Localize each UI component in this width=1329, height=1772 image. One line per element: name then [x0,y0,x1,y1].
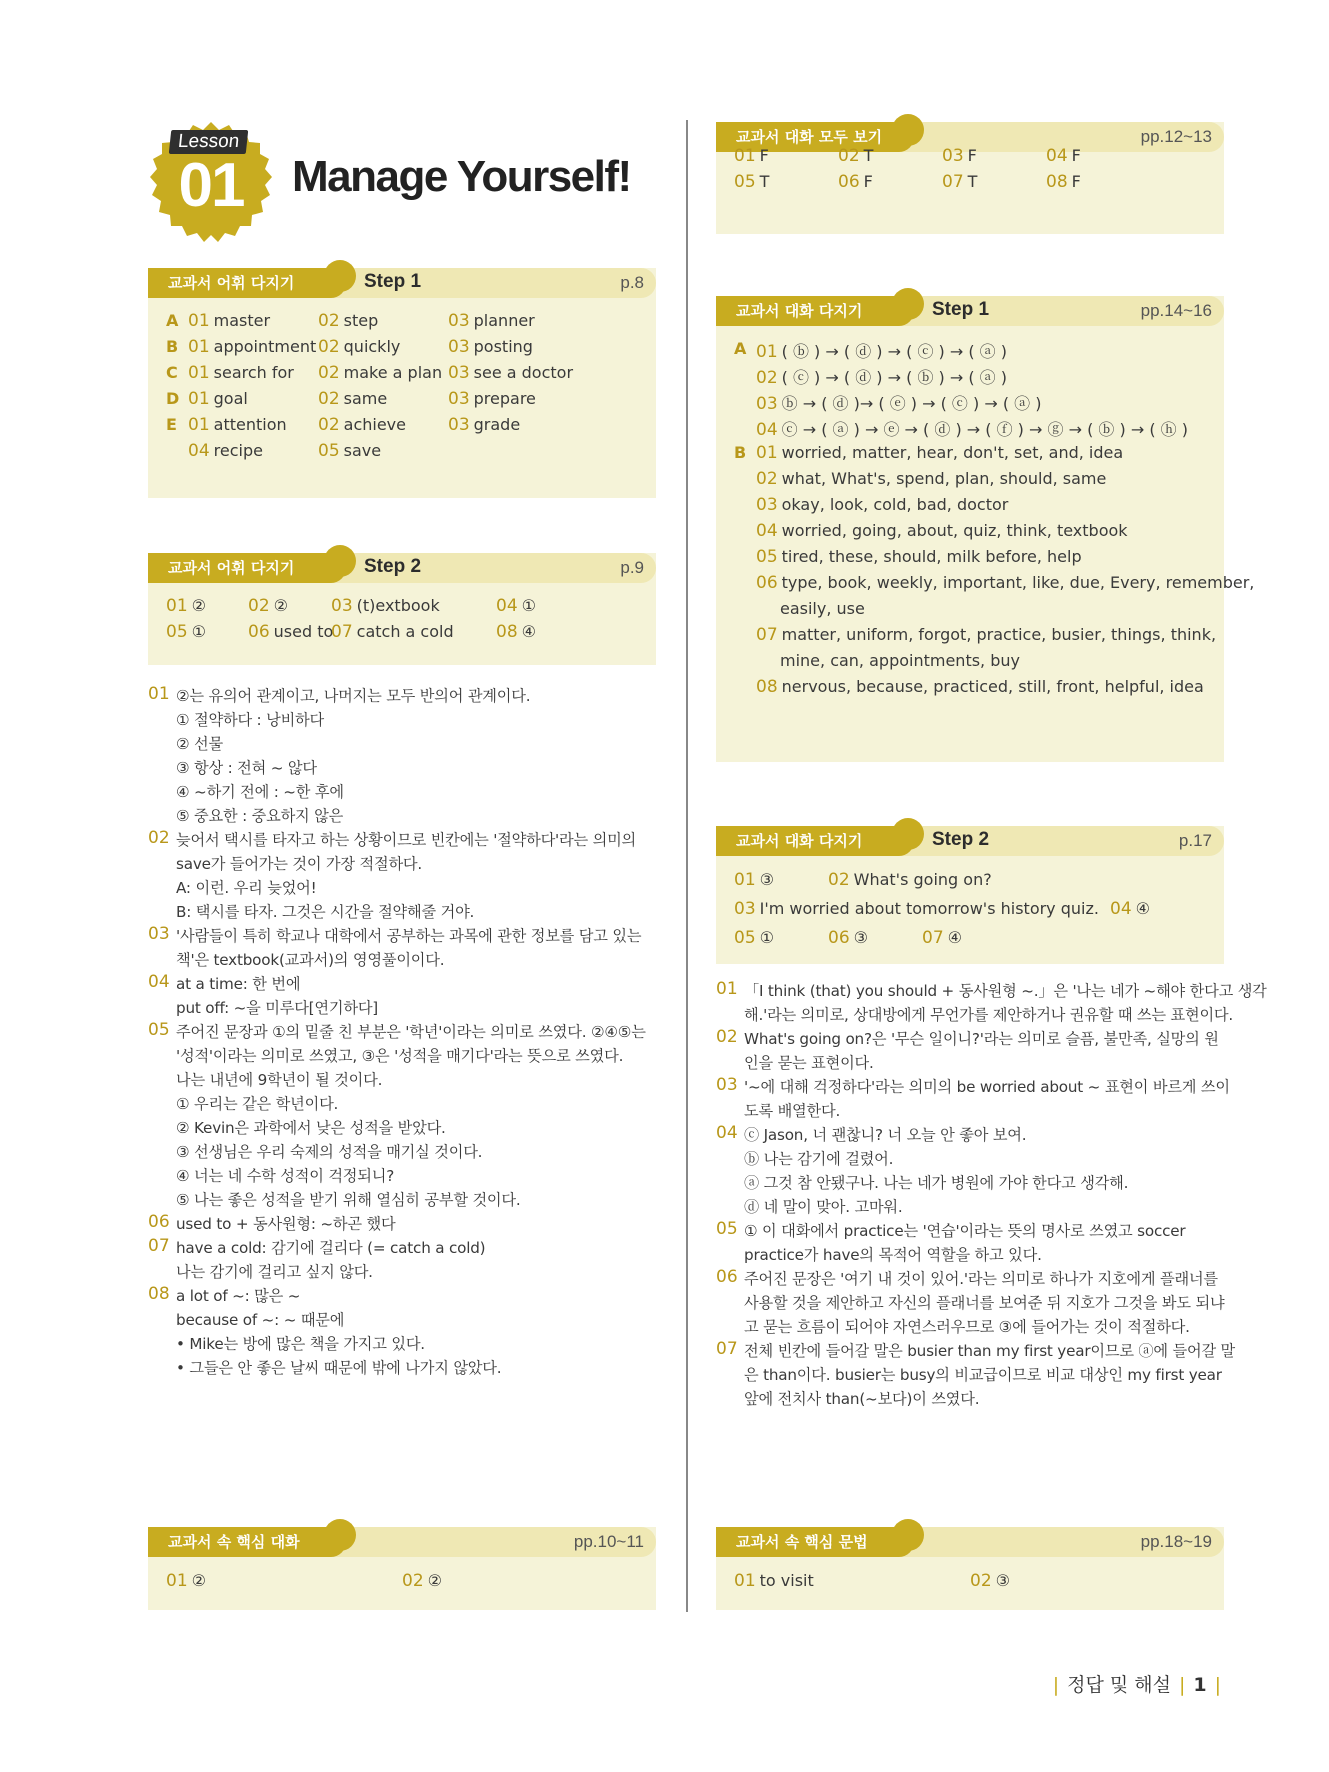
row-letter: B [734,443,747,462]
item-number: 02 [318,337,340,357]
explanation-line: • Mike는 방에 많은 책을 가지고 있다. [176,1335,425,1353]
answer-item: 07 ④ [922,928,962,948]
answer-item [188,441,263,461]
lesson-tag: Lesson [169,130,249,154]
item-number: 02 [318,311,340,331]
answer-item [188,311,270,331]
explanation-line: 늦어서 택시를 타자고 하는 상황이므로 빈칸에는 '절약하다'라는 의미의 [176,831,637,849]
row-letter: A [734,339,747,358]
explanation-line: ④ 너는 네 수학 성적이 걱정되니? [176,1167,395,1185]
answer-item: 05 ① [734,928,774,948]
item-number: 01 [188,363,210,383]
explanation-number: 01 [716,979,738,999]
item-answer: grade [473,415,521,434]
answer-item [776,651,1020,671]
item-answer: nervous, because, practiced, still, front, helpful, idea [781,677,1204,696]
section-label: 교과서 어휘 다지기 [168,559,295,577]
item-answer: achieve [343,415,406,434]
answer-item [1046,172,1081,192]
answer-item [838,172,873,192]
answer-item [166,596,206,616]
explanation-line: ②는 유의어 관계이고, 나머지는 모두 반의어 관계이다. [176,687,531,705]
answer-item [318,363,442,383]
item-answer: T [967,172,978,191]
dialog-all-box [716,122,1224,234]
item-number: 03 [448,337,470,357]
item-number: 03 [448,311,470,331]
page-ref: p.17 [1178,831,1212,850]
explanation-line: '성적'이라는 의미로 쓰였고, ③은 '성적을 매기다'라는 뜻으로 쓰였다. [176,1047,624,1065]
answer-item: 04 ④ [1110,899,1150,919]
section-header [148,1527,656,1557]
item-answer: attention [213,415,287,434]
explanation-line: ① 우리는 같은 학년이다. [176,1095,339,1113]
item-answer: T [863,146,874,165]
answer-item [756,573,1254,593]
answer-item [318,441,381,461]
answer-item [318,415,406,435]
answer-item: 02 What's going on? [828,870,992,890]
page-ref: p.8 [620,273,644,292]
explanation-line: '~에 대해 걱정하다'라는 의미의 be worried about ~ 표현이 바르게 쓰이 [744,1078,1230,1096]
item-number: 08 [756,677,778,697]
core-dialog-box [148,1527,656,1610]
answer-item [776,599,865,619]
explanation-number: 06 [148,1212,170,1232]
answer-item [318,389,387,409]
explanation-line: practice가 have의 목적어 역할을 하고 있다. [744,1246,1042,1264]
item-answer: make a plan [343,363,443,382]
page-number: 1 [1193,1674,1207,1696]
page-ref: pp.12~13 [1140,127,1212,146]
right-explanations [716,979,1267,1480]
item-number: 03 [756,394,778,414]
item-answer: mine, can, appointments, buy [780,651,1020,670]
item-number: 06 [756,573,778,593]
explanation-line: ⓐ 그것 참 안됐구나. 나는 네가 병원에 가야 한다고 생각해. [744,1174,1129,1192]
page-ref: pp.10~11 [573,1532,644,1551]
answer-item: 01 ② [166,1571,206,1591]
row-letter: A [166,311,179,330]
answer-item [942,172,977,192]
item-answer: okay, look, cold, bad, doctor [781,495,1009,514]
item-answer: recipe [213,441,263,460]
row-letter: C [166,363,178,382]
item-number: 01 [188,311,210,331]
item-number: 02 [318,389,340,409]
item-answer: worried, going, about, quiz, think, textbook [781,521,1128,540]
item-answer: used to [273,622,334,641]
explanation-line: 고 묻는 흐름이 되어야 자연스러우므로 ③에 들어가는 것이 적절하다. [744,1318,1190,1336]
explanation-line: ④ ~하기 전에 : ~한 후에 [176,783,344,801]
explanation-line: 해.'라는 의미로, 상대방에게 무언가를 제안하거나 권유할 때 쓰는 표현이다. [744,1006,1234,1024]
answer-item [331,622,454,642]
answer-item [188,415,287,435]
item-number: 04 [756,521,778,541]
item-number: 01 [756,342,778,362]
answer-item [331,596,440,616]
item-number: 08 [1046,172,1068,192]
item-answer: F [967,146,977,165]
explanation-line: 은 than이다. busier는 busy의 비교급이므로 비교 대상인 my first year [744,1366,1222,1384]
item-number: 04 [496,596,518,616]
section-header [148,553,656,583]
dialog-step1-box [716,296,1255,762]
item-number: 01 [188,337,210,357]
item-answer: ④ [521,622,536,641]
explanation-line: ⑤ 중요한 : 중요하지 않은 [176,807,344,825]
item-number: 07 [756,625,778,645]
page-ref: pp.18~19 [1140,1532,1212,1551]
item-number: 02 [248,596,270,616]
explanation-line: B: 택시를 타자. 그것은 시간을 절약해줄 거야. [176,903,475,921]
explanation-number: 03 [148,924,170,944]
explanation-line: ③ 항상 : 전혀 ~ 않다 [176,759,317,777]
explanation-line: save가 들어가는 것이 가장 적절하다. [176,855,423,873]
answer-item [756,625,1216,645]
item-answer: T [759,172,770,191]
answer-item [756,417,1188,440]
item-number: 03 [942,146,964,166]
item-number: 07 [942,172,964,192]
page-footer: | 정답 및 해설 | 1 | [1052,1674,1221,1696]
explanation-line: 「I think (that) you should + 동사원형 ~.」은 '나는 네가 ~해야 한다고 생각 [744,982,1267,1000]
item-answer: search for [213,363,294,382]
answer-item: 01 to visit [734,1571,814,1591]
item-number: 01 [166,596,188,616]
explanation-line: used to + 동사원형: ~하곤 했다 [176,1215,396,1233]
item-number: 05 [318,441,340,461]
explanation-line: ① 이 대화에서 practice는 '연습'이라는 뜻의 명사로 쓰였고 soccer [744,1222,1186,1240]
item-number: 03 [756,495,778,515]
explanation-line: 나는 감기에 걸리고 싶지 않다. [176,1263,373,1281]
answer-item [756,547,1082,567]
item-number: 04 [188,441,210,461]
column-divider [686,120,688,1612]
section-header [716,296,1224,326]
explanation-line: 사용할 것을 제안하고 자신의 플래너를 보여준 뒤 지호가 그것을 봐도 되냐 [744,1294,1225,1312]
item-number: 01 [188,415,210,435]
lesson-title: Manage Yourself! [292,152,631,201]
explanation-number: 06 [716,1267,738,1287]
item-answer: ② [273,596,288,615]
answer-item [448,415,520,435]
item-answer: F [1071,146,1081,165]
item-answer: worried, matter, hear, don't, set, and, idea [781,443,1124,462]
left-explanations [148,685,668,1475]
explanation-number: 05 [148,1020,170,1040]
item-answer: ⓒ → ( ⓐ ) → ⓔ → ( ⓓ ) → ( ⓕ ) → ⓖ → ( ⓑ ) → ( ⓗ ) [781,420,1188,439]
explanation-line: ② 선물 [176,735,223,753]
item-answer: ⓑ → ( ⓓ )→ ( ⓔ ) → ( ⓒ ) → ( ⓐ ) [781,394,1042,413]
explanation-number: 07 [716,1339,738,1359]
answer-item [448,389,536,409]
answer-item [496,596,536,616]
item-answer: catch a cold [356,622,454,641]
item-answer: ② [191,596,206,615]
answer-item [448,337,533,357]
section-label: 교과서 속 핵심 대화 [168,1533,300,1551]
answer-item [1046,146,1081,166]
answer-item [496,622,536,642]
explanation-line: 나는 내년에 9학년이 될 것이다. [176,1071,383,1089]
item-number: 02 [838,146,860,166]
item-number: 02 [756,368,778,388]
explanation-number: 04 [148,972,170,992]
answer-item [248,596,288,616]
item-answer: prepare [473,389,536,408]
answer-item [838,146,873,166]
answer-item [756,365,1007,388]
item-number: 05 [734,172,756,192]
item-answer: ( ⓑ ) → ( ⓓ ) → ( ⓒ ) → ( ⓐ ) [781,342,1008,361]
answer-item [734,146,769,166]
explanation-number: 08 [148,1284,170,1304]
explanation-line: ③ 선생님은 우리 숙제의 성적을 매기실 것이다. [176,1143,483,1161]
explanation-line: because of ~: ~ 때문에 [176,1311,345,1329]
item-answer: quickly [343,337,401,356]
explanation-line: 전체 빈칸에 들어갈 말은 busier than my first year이므로 ⓐ에 들어갈 말 [744,1342,1236,1360]
explanation-line: ⓓ 네 말이 맞아. 고마워. [744,1198,903,1216]
explanation-number: 02 [148,828,170,848]
lesson-number: 01 [178,151,244,220]
item-number: 04 [1046,146,1068,166]
answer-item [166,622,206,642]
explanation-number: 01 [148,684,170,704]
section-label: 교과서 대화 다지기 [736,302,863,320]
answer-item [756,495,1008,515]
item-number: 06 [838,172,860,192]
explanation-line: 인을 묻는 표현이다. [744,1054,874,1072]
item-answer: planner [473,311,535,330]
explanation-line: What's going on?은 '무슨 일이니?'라는 의미로 슬픔, 불만족, 실망의 원 [744,1030,1219,1048]
answer-item [756,677,1204,697]
section-label: 교과서 대화 모두 보기 [736,128,883,146]
section-label: 교과서 속 핵심 문법 [736,1533,868,1551]
item-number: 02 [756,469,778,489]
item-answer: easily, use [780,599,865,618]
step-label: Step 1 [364,271,422,292]
row-letter: B [166,337,179,356]
item-answer: appointment [213,337,317,356]
answer-item [756,521,1128,541]
explanation-line: at a time: 한 번에 [176,975,301,993]
item-number: 01 [756,443,778,463]
item-number: 03 [448,415,470,435]
item-answer: step [343,311,379,330]
explanation-line: have a cold: 감기에 걸리다 (= catch a cold) [176,1239,486,1257]
answer-item [756,391,1042,414]
section-label: 교과서 어휘 다지기 [168,274,295,292]
footer-text: 정답 및 해설 [1067,1674,1171,1696]
section-header [716,1527,1224,1557]
explanation-line: 앞에 전치사 than(~보다)이 쓰였다. [744,1390,980,1408]
answer-item [756,469,1106,489]
item-answer: save [343,441,382,460]
item-answer: posting [473,337,533,356]
item-answer: goal [213,389,248,408]
item-answer: same [343,389,388,408]
item-answer: F [759,146,769,165]
explanation-number: 07 [148,1236,170,1256]
explanation-line: • 그들은 안 좋은 날씨 때문에 밖에 나가지 않았다. [176,1359,502,1377]
item-answer: tired, these, should, milk before, help [781,547,1082,566]
row-letter: E [166,415,177,434]
explanation-line: ⓒ Jason, 너 괜찮니? 너 오늘 안 좋아 보여. [744,1126,1027,1144]
answer-item [448,311,535,331]
core-grammar-box [716,1527,1224,1610]
item-number: 05 [756,547,778,567]
explanation-line: A: 이런. 우리 늦었어! [176,879,317,897]
step-label: Step 2 [932,829,990,850]
item-answer: ( ⓒ ) → ( ⓓ ) → ( ⓑ ) → ( ⓐ ) [781,368,1008,387]
answer-item: 06 ③ [828,928,868,948]
answer-item [318,311,378,331]
item-number: 05 [166,622,188,642]
item-answer: what, What's, spend, plan, should, same [781,469,1107,488]
item-answer: F [1071,172,1081,191]
explanation-number: 05 [716,1219,738,1239]
vocab-step1-box [148,268,656,498]
step-label: Step 1 [932,299,990,320]
explanation-number: 02 [716,1027,738,1047]
item-number: 01 [188,389,210,409]
item-answer: ① [191,622,206,641]
answer-item [756,339,1007,362]
step-label: Step 2 [364,556,422,577]
answer-item: 02 ③ [970,1571,1010,1591]
page-ref: pp.14~16 [1140,301,1212,320]
explanation-line: ① 절약하다 : 낭비하다 [176,711,324,729]
answer-item: 02 ② [402,1571,442,1591]
item-answer: master [213,311,271,330]
item-number: 06 [248,622,270,642]
explanation-line: ⓑ 나는 감기에 걸렸어. [744,1150,894,1168]
answer-item [188,389,248,409]
answer-item [448,363,573,383]
item-number: 03 [331,596,353,616]
item-number: 03 [448,389,470,409]
explanation-line: '사람들이 특히 학교나 대학에서 공부하는 과목에 관한 정보를 담고 있는 [176,927,642,945]
item-number: 02 [318,415,340,435]
lesson-badge [148,120,274,246]
explanation-line: put off: ~을 미루다[연기하다] [176,999,379,1017]
explanation-line: a lot of ~: 많은 ~ [176,1287,301,1305]
answer-item [188,363,294,383]
answer-item: 01 ③ [734,870,774,890]
explanation-line: ② Kevin은 과학에서 낮은 성적을 받았다. [176,1119,446,1137]
item-number: 01 [734,146,756,166]
section-header [148,268,656,298]
explanation-line: ⑤ 나는 좋은 성적을 받기 위해 열심히 공부할 것이다. [176,1191,521,1209]
vocab-step2-box [148,553,656,665]
page-ref: p.9 [620,558,644,577]
answer-item [756,443,1123,463]
section-label: 교과서 대화 다지기 [736,832,863,850]
item-number: 03 [448,363,470,383]
item-answer: see a doctor [473,363,574,382]
answer-item [734,172,769,192]
item-number: 04 [756,420,778,440]
explanation-line: 도록 배열한다. [744,1102,841,1120]
item-number: 02 [318,363,340,383]
answer-item [318,337,400,357]
explanation-line: 주어진 문장은 '여기 내 것이 있어.'라는 의미로 하나가 지호에게 플래너를 [744,1270,1218,1288]
answer-item [942,146,977,166]
dialog-step2-box [716,826,1224,964]
item-number: 07 [331,622,353,642]
explanation-number: 03 [716,1075,738,1095]
explanation-number: 04 [716,1123,738,1143]
item-answer: (t)extbook [356,596,440,615]
section-header [716,826,1224,856]
item-answer: type, book, weekly, important, like, due, Every, remember, [781,573,1255,592]
item-number: 08 [496,622,518,642]
answer-item [188,337,316,357]
explanation-line: 주어진 문장과 ①의 밑줄 친 부분은 '학년'이라는 의미로 쓰였다. ②④⑤는 [176,1023,646,1041]
row-letter: D [166,389,180,408]
item-answer: matter, uniform, forgot, practice, busier, things, think, [781,625,1217,644]
item-answer: ① [521,596,536,615]
answer-item [248,622,333,642]
item-answer: F [863,172,873,191]
answer-item: 03 I'm worried about tomorrow's history quiz. [734,899,1099,919]
explanation-line: 책'은 textbook(교과서)의 영영풀이이다. [176,951,445,969]
